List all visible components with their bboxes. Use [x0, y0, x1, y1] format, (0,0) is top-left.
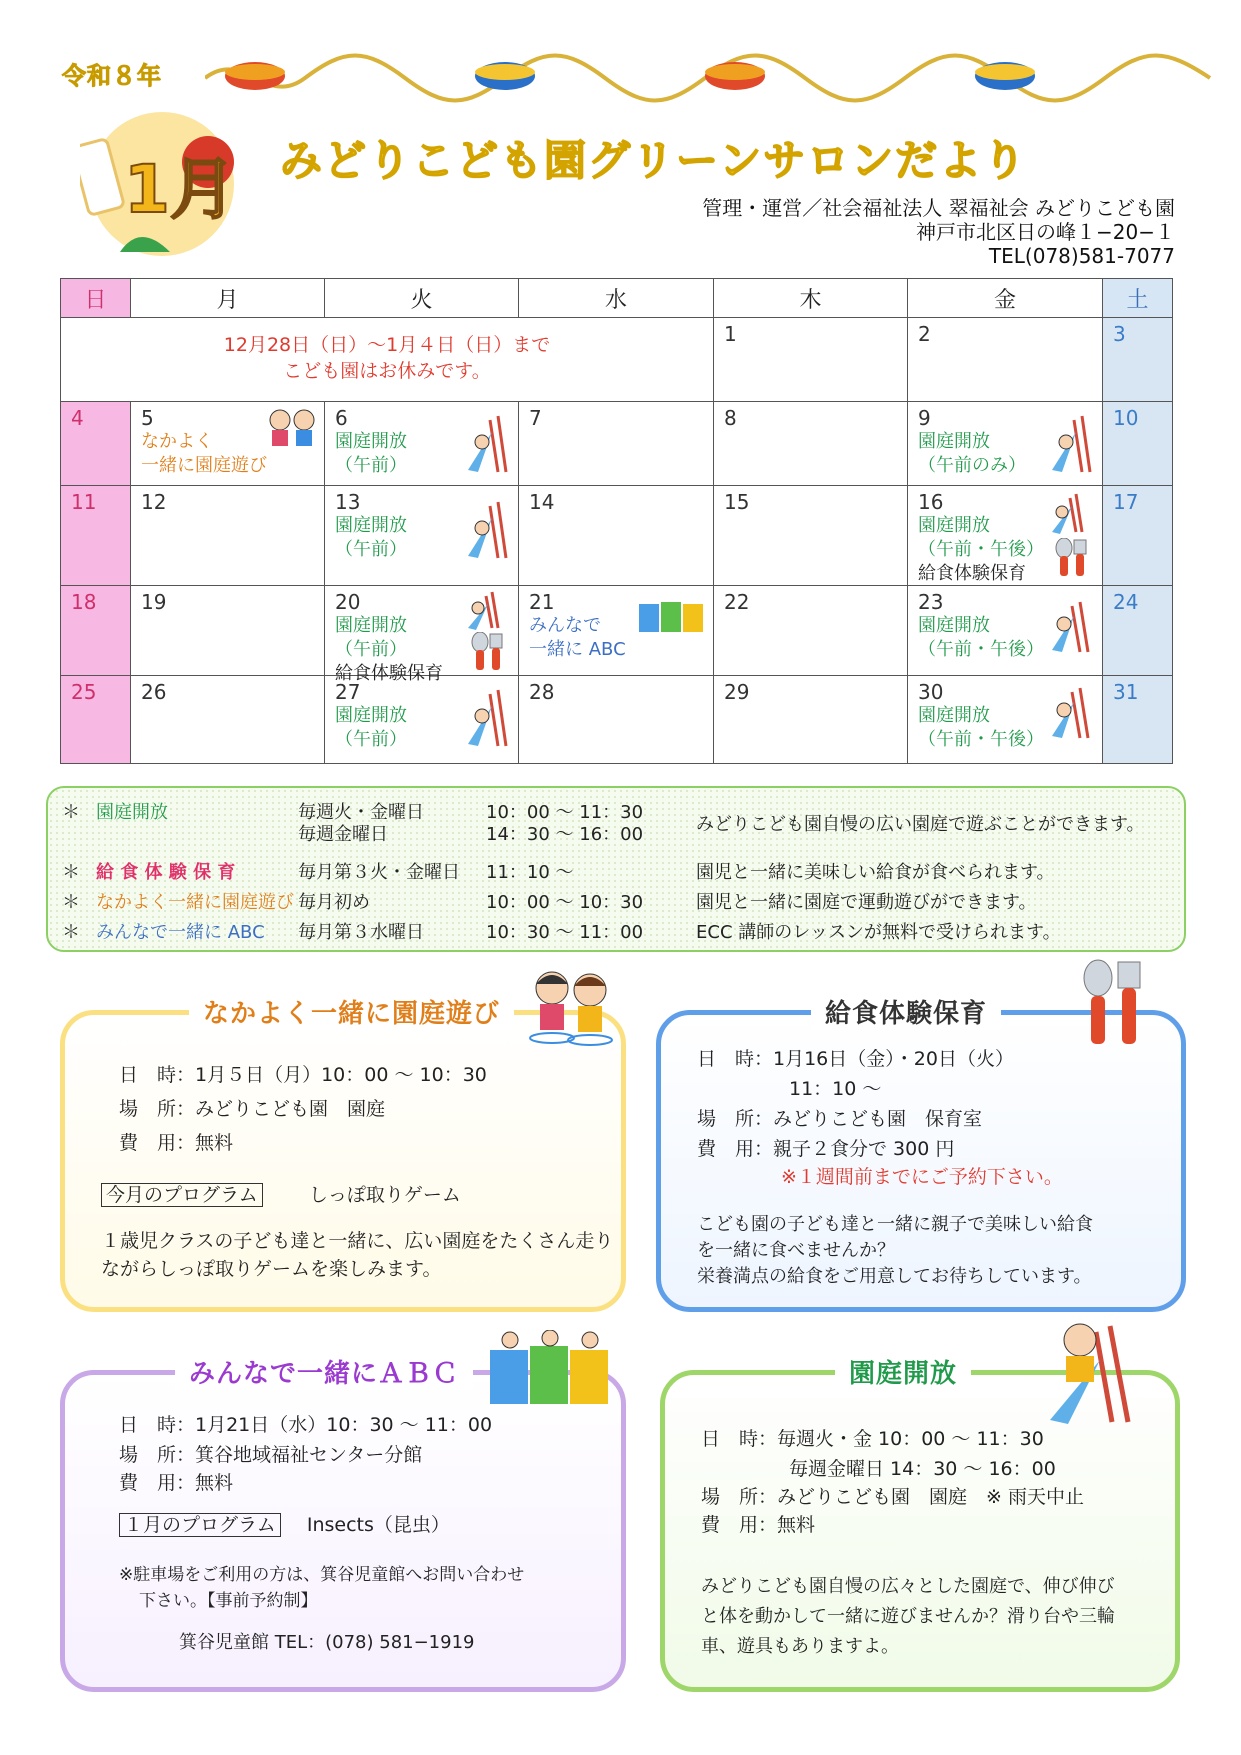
day-cell — [1103, 676, 1173, 764]
abc-blocks-icon — [637, 596, 707, 636]
info-line: 日 時：1月21日（水）10：30 〜 11：00 — [119, 1414, 493, 1436]
program-label: 今月のプログラム — [101, 1183, 263, 1207]
spoon-fork-icon — [1054, 538, 1090, 578]
day-cell — [1103, 486, 1173, 586]
info-line: 11：10 〜 — [789, 1078, 882, 1100]
day-number: 7 — [529, 406, 542, 430]
day-number: 11 — [71, 490, 97, 514]
day-number: 27 — [335, 680, 361, 704]
spinning-top-icon — [475, 62, 535, 90]
desc-line: と体を動かして一緒に遊びませんか？滑り台や三輪 — [701, 1606, 1115, 1627]
desc-line: 車、遊具もありますよ。 — [701, 1636, 899, 1657]
calendar-table — [60, 278, 1173, 764]
slide-icon — [1048, 492, 1088, 536]
legend-desc: 園児と一緒に美味しい給食が食べられます。 — [696, 862, 1055, 883]
day-cell — [325, 486, 519, 586]
calendar-week — [61, 586, 1173, 676]
slide-icon — [462, 498, 512, 562]
day-cell — [61, 402, 131, 486]
info-line: 費 用：無料 — [119, 1472, 234, 1494]
abc-blocks-icon — [480, 1330, 616, 1408]
legend-time: 10：00 〜 11：30 — [486, 802, 644, 823]
desc-line: 栄養満点の給食をご用意してお待ちしています。 — [697, 1266, 1092, 1287]
event-line: （午前・午後） — [918, 729, 1044, 750]
event-line: （午前） — [335, 539, 407, 560]
info-line: 毎週金曜日 14：30 〜 16：00 — [789, 1458, 1056, 1480]
day-cell — [908, 318, 1103, 402]
event-line: （午前のみ） — [918, 455, 1026, 476]
info-line: 費 用：無料 — [701, 1514, 816, 1536]
spoon-fork-icon — [470, 632, 506, 672]
day-number: 5 — [141, 406, 154, 430]
event-line: なかよく — [141, 431, 213, 452]
desc-line: ながらしっぽ取りゲームを楽しみます。 — [101, 1258, 442, 1280]
slide-icon — [1048, 598, 1094, 656]
weekday-sat: 土 — [1103, 279, 1173, 318]
day-cell — [131, 586, 325, 676]
program-line — [119, 1511, 450, 1539]
org-address: 神戸市北区日の峰１−20−１ — [916, 220, 1175, 244]
legend-mark: ＊ — [62, 892, 80, 913]
legend-name: みんなで一緒に ABC — [96, 922, 265, 943]
program-line — [101, 1181, 461, 1209]
day-cell — [908, 402, 1103, 486]
calendar-week — [61, 676, 1173, 764]
era-label: 令和８年 — [62, 62, 162, 90]
day-number: 14 — [529, 490, 555, 514]
event-teien — [918, 430, 1026, 478]
day-cell — [908, 486, 1103, 586]
event-teien-kyushoku — [918, 514, 1044, 586]
event-line: 一緒に園庭遊び — [141, 455, 267, 476]
desc-line: １歳児クラスの子ども達と一緒に、広い園庭をたくさん走り — [101, 1230, 614, 1252]
legend-name: 給 食 体 験 保 育 — [96, 862, 236, 883]
reservation-note: ※１週間前までにご予約下さい。 — [781, 1166, 1063, 1188]
event-line: 園庭開放 — [335, 431, 407, 452]
weekday-fri: 金 — [908, 279, 1103, 318]
day-cell — [131, 676, 325, 764]
day-cell — [61, 676, 131, 764]
legend-when: 毎週金曜日 — [298, 824, 388, 845]
slide-icon — [1040, 1316, 1140, 1426]
day-number: 21 — [529, 590, 555, 614]
info-line: 場 所：みどりこども園 園庭 ※ 雨天中止 — [701, 1486, 1084, 1508]
info-line: 日 時：毎週火・金 10：00 〜 11：30 — [701, 1428, 1044, 1450]
day-cell — [61, 586, 131, 676]
tel-line: 箕谷児童館 TEL：(078) 581−1919 — [179, 1632, 475, 1653]
spinning-top-icon — [705, 62, 765, 90]
children-icon — [264, 408, 320, 452]
legend-desc: 園児と一緒に園庭で運動遊びができます。 — [696, 892, 1037, 913]
event-line: （午前・午後） — [918, 539, 1044, 560]
event-line: 園庭開放 — [918, 615, 990, 636]
day-cell — [519, 486, 714, 586]
spinning-top-garland-decoration — [205, 38, 1215, 118]
event-teien — [918, 614, 1044, 662]
activity-legend — [46, 786, 1186, 952]
day-cell — [325, 586, 519, 684]
event-abc — [529, 614, 626, 662]
slide-icon — [1046, 412, 1096, 476]
event-line: （午前） — [335, 455, 407, 476]
day-cell — [131, 486, 325, 586]
event-line: 園庭開放 — [918, 431, 990, 452]
day-number: 26 — [141, 680, 167, 704]
event-line: 給食体験保育 — [918, 563, 1026, 584]
page-title: みどりこども園グリーンサロンだより — [280, 136, 1028, 185]
day-number: 9 — [918, 406, 931, 430]
slide-icon — [462, 686, 512, 750]
holiday-notice-line: 12月28日（日）〜1月４日（日）まで — [223, 334, 551, 356]
teien-title: 園庭開放 — [835, 1353, 971, 1390]
day-number: 3 — [1113, 322, 1126, 346]
day-cell — [325, 676, 519, 764]
abc-title: みんなで一緒にＡＢＣ — [175, 1353, 473, 1390]
day-number: 19 — [141, 590, 167, 614]
spoon-fork-icon — [1080, 958, 1146, 1048]
month-number: 1月 — [124, 151, 236, 228]
org-name: 管理・運営／社会福祉法人 翠福祉会 みどりこども園 — [702, 196, 1175, 220]
program-name: Insects（昆虫） — [306, 1514, 450, 1536]
day-number: 22 — [724, 590, 750, 614]
legend-name: なかよく一緒に園庭遊び — [96, 892, 294, 913]
event-line: 園庭開放 — [918, 705, 990, 726]
info-line: 費 用：親子２食分で 300 円 — [697, 1138, 955, 1160]
day-number: 20 — [335, 590, 361, 614]
note-line: 下さい。【事前予約制】 — [139, 1591, 318, 1611]
day-number: 13 — [335, 490, 361, 514]
day-number: 6 — [335, 406, 348, 430]
info-line: 場 所：みどりこども園 保育室 — [697, 1108, 983, 1130]
info-line: 場 所：みどりこども園 園庭 — [119, 1098, 386, 1120]
weekday-thu: 木 — [714, 279, 908, 318]
legend-time: 14：30 〜 16：00 — [486, 824, 644, 845]
day-number: 4 — [71, 406, 84, 430]
desc-line: を一緒に食べませんか？ — [697, 1240, 895, 1261]
spinning-top-icon — [975, 62, 1035, 90]
day-number: 17 — [1113, 490, 1139, 514]
info-line: 日 時：1月16日（金）・20日（火） — [697, 1048, 1014, 1070]
day-number: 1 — [724, 322, 737, 346]
day-number: 18 — [71, 590, 97, 614]
calendar-week — [61, 486, 1173, 586]
legend-time: 10：00 〜 10：30 — [486, 892, 644, 913]
legend-mark: ＊ — [62, 802, 80, 823]
day-cell — [1103, 586, 1173, 676]
slide-icon — [464, 590, 504, 630]
legend-time: 10：30 〜 11：00 — [486, 922, 644, 943]
event-line: 園庭開放 — [918, 515, 990, 536]
desc-line: みどりこども園自慢の広々とした園庭で、伸び伸び — [701, 1576, 1115, 1597]
legend-mark: ＊ — [62, 862, 80, 883]
spinning-top-icon — [225, 62, 285, 90]
holiday-notice-cell — [61, 318, 714, 402]
legend-time: 11：10 〜 — [486, 862, 574, 883]
desc-line: こども園の子ども達と一緒に親子で美味しい給食 — [697, 1214, 1093, 1235]
kyushoku-box — [656, 999, 1186, 1312]
nakayoku-box — [60, 999, 626, 1312]
info-line: 日 時：1月５日（月）10：00 〜 10：30 — [119, 1064, 487, 1086]
legend-name: 園庭開放 — [96, 802, 168, 823]
day-cell — [908, 676, 1103, 764]
slide-icon — [462, 412, 512, 476]
note-line: ※駐車場をご利用の方は、箕谷児童館へお問い合わせ — [119, 1565, 525, 1585]
event-line: 園庭開放 — [335, 515, 407, 536]
event-line: （午前） — [335, 729, 407, 750]
info-line: 費 用：無料 — [119, 1132, 234, 1154]
day-cell — [908, 586, 1103, 676]
legend-desc: みどりこども園自慢の広い園庭で遊ぶことができます。 — [696, 814, 1145, 835]
program-label: １月のプログラム — [119, 1513, 281, 1537]
event-teien — [335, 514, 407, 562]
legend-when: 毎週火・金曜日 — [298, 802, 424, 823]
kyushoku-title: 給食体験保育 — [811, 993, 1001, 1030]
legend-when: 毎月第３水曜日 — [298, 922, 424, 943]
children-icon — [524, 966, 620, 1046]
day-number: 31 — [1113, 680, 1139, 704]
weekday-header-row — [61, 279, 1173, 318]
event-line: 一緒に ABC — [529, 639, 626, 660]
info-line: 場 所：箕谷地域福祉センター分館 — [119, 1444, 423, 1466]
legend-mark: ＊ — [62, 922, 80, 943]
event-line: みんなで — [529, 615, 601, 636]
day-number: 10 — [1113, 406, 1139, 430]
legend-when: 毎月初め — [298, 892, 370, 913]
day-cell — [519, 402, 714, 486]
day-number: 15 — [724, 490, 750, 514]
legend-when: 毎月第３火・金曜日 — [298, 862, 460, 883]
day-cell — [519, 586, 714, 676]
org-tel: TEL(078)581-7077 — [988, 244, 1175, 268]
slide-icon — [1048, 684, 1094, 742]
day-cell — [519, 676, 714, 764]
event-teien — [918, 704, 1044, 752]
day-cell — [61, 486, 131, 586]
event-line: （午前） — [335, 639, 407, 660]
day-cell — [325, 402, 519, 486]
day-cell — [1103, 318, 1173, 402]
event-nakayoku — [141, 430, 267, 478]
day-cell — [714, 586, 908, 676]
day-number: 25 — [71, 680, 97, 704]
day-number: 23 — [918, 590, 944, 614]
day-cell — [1103, 402, 1173, 486]
weekday-tue: 火 — [325, 279, 519, 318]
abc-box — [60, 1359, 626, 1692]
event-teien — [335, 430, 407, 478]
weekday-wed: 水 — [519, 279, 714, 318]
day-cell — [714, 318, 908, 402]
day-number: 28 — [529, 680, 555, 704]
day-number: 12 — [141, 490, 167, 514]
day-number: 2 — [918, 322, 931, 346]
weekday-sun: 日 — [61, 279, 131, 318]
event-teien — [335, 704, 407, 752]
event-line: （午前・午後） — [918, 639, 1044, 660]
day-cell — [714, 676, 908, 764]
day-cell — [714, 402, 908, 486]
day-number: 24 — [1113, 590, 1139, 614]
weekday-mon: 月 — [131, 279, 325, 318]
day-number: 16 — [918, 490, 944, 514]
day-number: 8 — [724, 406, 737, 430]
day-number: 29 — [724, 680, 750, 704]
event-line: 園庭開放 — [335, 615, 407, 636]
holiday-notice-line: こども園はお休みです。 — [283, 360, 491, 382]
nakayoku-title: なかよく一緒に園庭遊び — [189, 993, 514, 1030]
program-name: しっぽ取りゲーム — [308, 1184, 461, 1206]
organization-info — [702, 196, 1175, 268]
event-line: 園庭開放 — [335, 705, 407, 726]
event-line: 給食体験保育 — [335, 663, 443, 684]
day-cell — [131, 402, 325, 486]
calendar-week — [61, 402, 1173, 486]
day-number: 30 — [918, 680, 944, 704]
holiday-notice — [61, 318, 713, 384]
legend-desc: ECC 講師のレッスンが無料で受けられます。 — [696, 922, 1061, 943]
calendar-week — [61, 318, 1173, 402]
day-cell — [714, 486, 908, 586]
month-badge — [80, 102, 240, 262]
